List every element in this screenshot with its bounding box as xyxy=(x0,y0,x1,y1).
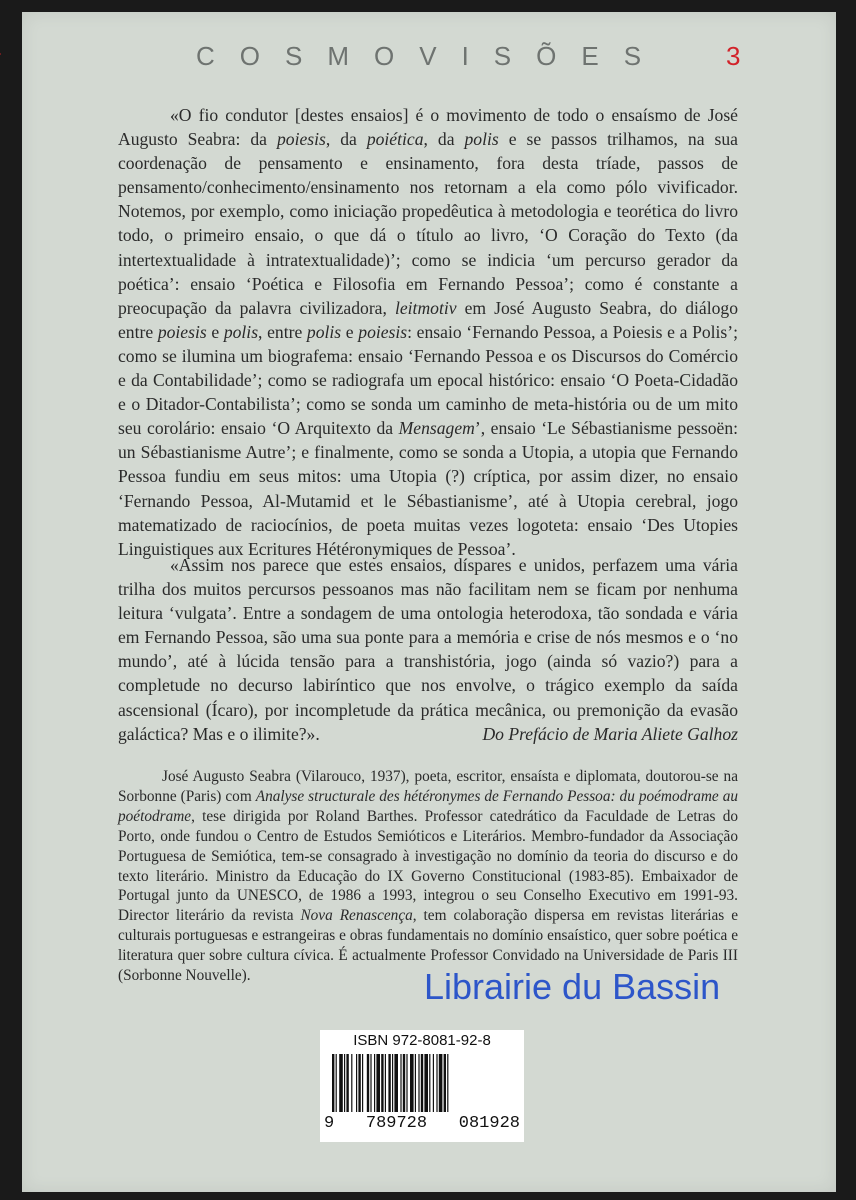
quote-italic: poiesis xyxy=(157,321,207,342)
quote-italic: poiesis xyxy=(358,321,408,342)
quote-text: : ensaio ‘Fernando Pessoa, a Poiesis e a Polis’; como se ilumina um biografema: ensaio ‘Fernando Pessoa e os Discursos do Comércio e da Contabilidade’; como se radiografa um epocal histórico: ensaio ‘O Poeta-Cidadão e o Ditador-Contabilista’; como se sonda um caminho de meta-história ou de um mito seu corolário: ensaio ‘O Arquitexto da xyxy=(118,321,739,439)
quote-italic: polis xyxy=(464,129,499,150)
barcode-bar xyxy=(356,1054,357,1112)
barcode-bar xyxy=(400,1054,401,1112)
bio-italic: Analyse structurale des hétéronymes de Fernando Pessoa: du poémodrame au poétodrame xyxy=(118,787,738,825)
barcode-bar xyxy=(336,1054,337,1112)
barcode-bar xyxy=(362,1054,363,1112)
barcode-digits xyxy=(324,1114,520,1133)
barcode-bar xyxy=(406,1054,407,1112)
barcode-bar xyxy=(418,1054,419,1112)
barcode-digit-group: 789728 xyxy=(365,1114,428,1133)
series-number: 3 xyxy=(726,41,741,71)
series-title: COSMOVISÕES xyxy=(196,41,667,71)
quote-text: «Assim nos parece que estes ensaios, díspares e unidos, perfazem uma vária trilha dos muitos percursos pessoanos mas não facilitam nem se ficam por nenhuma leitura ‘vulgata’. Entre a sondagem de uma ontologia heterodoxa, tão sondada e vária em Fernando Pessoa, são uma sua ponte para a memória e crise de nós mesmos e o ‘no mundo’, até à lúcida tensão para a transhistória, jogo (ainda só vazio?) para a completude no decurso labiríntico que nos envolve, o trágico exemplo da saída ascensional (Ícaro), por incompletude da prática mecânica, ou premonição da evasão galáctica? Mas e o ilimite?». xyxy=(118,555,738,744)
barcode-bar xyxy=(421,1054,423,1112)
barcode-bar xyxy=(385,1054,386,1112)
quote-italic: leitmotiv xyxy=(394,297,457,318)
barcode-bar xyxy=(415,1054,416,1112)
quote-italic: polis xyxy=(306,321,342,342)
barcode-bar xyxy=(394,1054,398,1112)
barcode-bar xyxy=(370,1054,371,1112)
barcode-bar xyxy=(410,1054,414,1112)
quote-text: , da xyxy=(325,129,367,150)
quote-italic: poiesis xyxy=(276,129,326,150)
bio-text: , tese dirigida por Roland Barthes. Professor catedrático da Faculdade de Letras do Porto, onde fundou o Centro de Estudos Semióticos e Literários. Membro-fundador da Associação Portuguesa de Semiótica, tem-se consagrado à investigação no domínio da teoria do discurso e do texto literário. Ministro da Educação do IX Governo Constitucional (1983-85). Embaixador de Portugal junto da UNESCO, de 1986 a 1993, integrou o seu Conselho Executivo em 1991-93. Director literário da revista xyxy=(118,807,738,925)
barcode-bar xyxy=(403,1054,405,1112)
isbn-barcode xyxy=(320,1030,524,1142)
quote-text: ’, ensaio ‘Le Sébastianisme pessoën: un Sébastianisme Autre’; e finalmente, como se sonda a Utopia, a utopia que Fernando Pessoa fundiu em seus mitos: uma Utopia (?) críptica, por assim dizer, no ensaio ‘Fernando Pessoa, Al-Mutamid et le Sébastianisme’, até à Utopia cerebral, jogo matematizado de raciocínios, de poeta muitas vezes logoteta: ensaio ‘Des Utopies Linguistiques aux Ecritures Hétéronymiques de Pessoa’. xyxy=(118,418,739,559)
barcode-digit-group: 9 xyxy=(324,1114,335,1133)
preface-quote-2 xyxy=(118,553,738,746)
quote-text: «O fio condutor [destes ensaios] é o movimento de todo o ensaísmo de José Augusto Seabra: da xyxy=(118,105,738,150)
barcode-bar xyxy=(344,1054,345,1112)
attribution: Do Prefácio de Maria Aliete Galhoz xyxy=(482,724,738,744)
quote-text: , da xyxy=(423,129,465,150)
barcode-bar xyxy=(444,1054,446,1112)
barcode-bar xyxy=(332,1054,334,1112)
barcode-bar xyxy=(439,1054,443,1112)
isbn-label: ISBN 972-8081-92-8 xyxy=(353,1032,491,1049)
barcode-bar xyxy=(447,1054,448,1112)
quote-text: e xyxy=(206,321,224,342)
barcode-bar xyxy=(358,1054,360,1112)
barcode-bar xyxy=(392,1054,393,1112)
barcode-digit-group: 081928 xyxy=(458,1114,520,1133)
barcode-bar xyxy=(374,1054,375,1112)
barcode-bar xyxy=(367,1054,369,1112)
bio-text: , tem colaboração dispersa em revistas literárias e culturais portuguesas e estrangeiras e obras fundamentais no domínio ensaístico, quer sobre poética e literatura quer sobre cultura cívica. É actualmente Professor Convidado na Universidade de Paris III (Sorbonne Nouvelle). xyxy=(118,907,738,985)
quote-italic: polis xyxy=(223,321,259,342)
barcode-bar xyxy=(339,1054,343,1112)
barcode-bar xyxy=(376,1054,380,1112)
quote-italic: poiética xyxy=(366,129,424,150)
bio-text: José Augusto Seabra (Vilarouco, 1937), poeta, escritor, ensaísta e diplomata, doutorou-se na Sorbonne (Paris) com xyxy=(118,768,738,805)
quote-text: , entre xyxy=(258,321,307,342)
barcode-bar xyxy=(381,1054,383,1112)
bookseller-stamp: Librairie du Bassin xyxy=(424,966,721,1007)
barcode-bar xyxy=(429,1054,430,1112)
barcode-bar xyxy=(436,1054,437,1112)
quote-text: e xyxy=(341,321,359,342)
barcode-bar xyxy=(424,1054,428,1112)
barcode-bar xyxy=(388,1054,390,1112)
red-arrow-icon xyxy=(0,41,1,67)
author-bio xyxy=(118,767,738,986)
barcode-bar xyxy=(433,1054,434,1112)
quote-text: e se passos trilhamos, na sua coordenação de pensamento e ensinamento, fora desta tríade, passos de pensamento/conhecimento/ensinamento nos retornam a ela como pólo vivificador. Notemos, por exemplo, como iniciação propedêutica à metodologia e teorética do livro todo, o primeiro ensaio, o que dá o título ao livro, ‘O Coração do Texto (da intertextualidade à intratextualidade)’; como se indicia ‘um percurso gerador da poética’: ensaio ‘Poética e Filosofia em Fernando Pessoa’; como é constante a preocupação da palavra civilizadora, xyxy=(118,129,738,318)
quote-text: em José Augusto Seabra, do diálogo entre xyxy=(118,297,738,342)
preface-quote-1 xyxy=(118,103,738,561)
bio-italic: Nova Renascença xyxy=(300,907,413,925)
barcode-bar xyxy=(351,1054,352,1112)
quote-italic: Mensagem xyxy=(398,418,475,439)
barcode-bars xyxy=(332,1054,514,1112)
barcode-bar xyxy=(346,1054,348,1112)
